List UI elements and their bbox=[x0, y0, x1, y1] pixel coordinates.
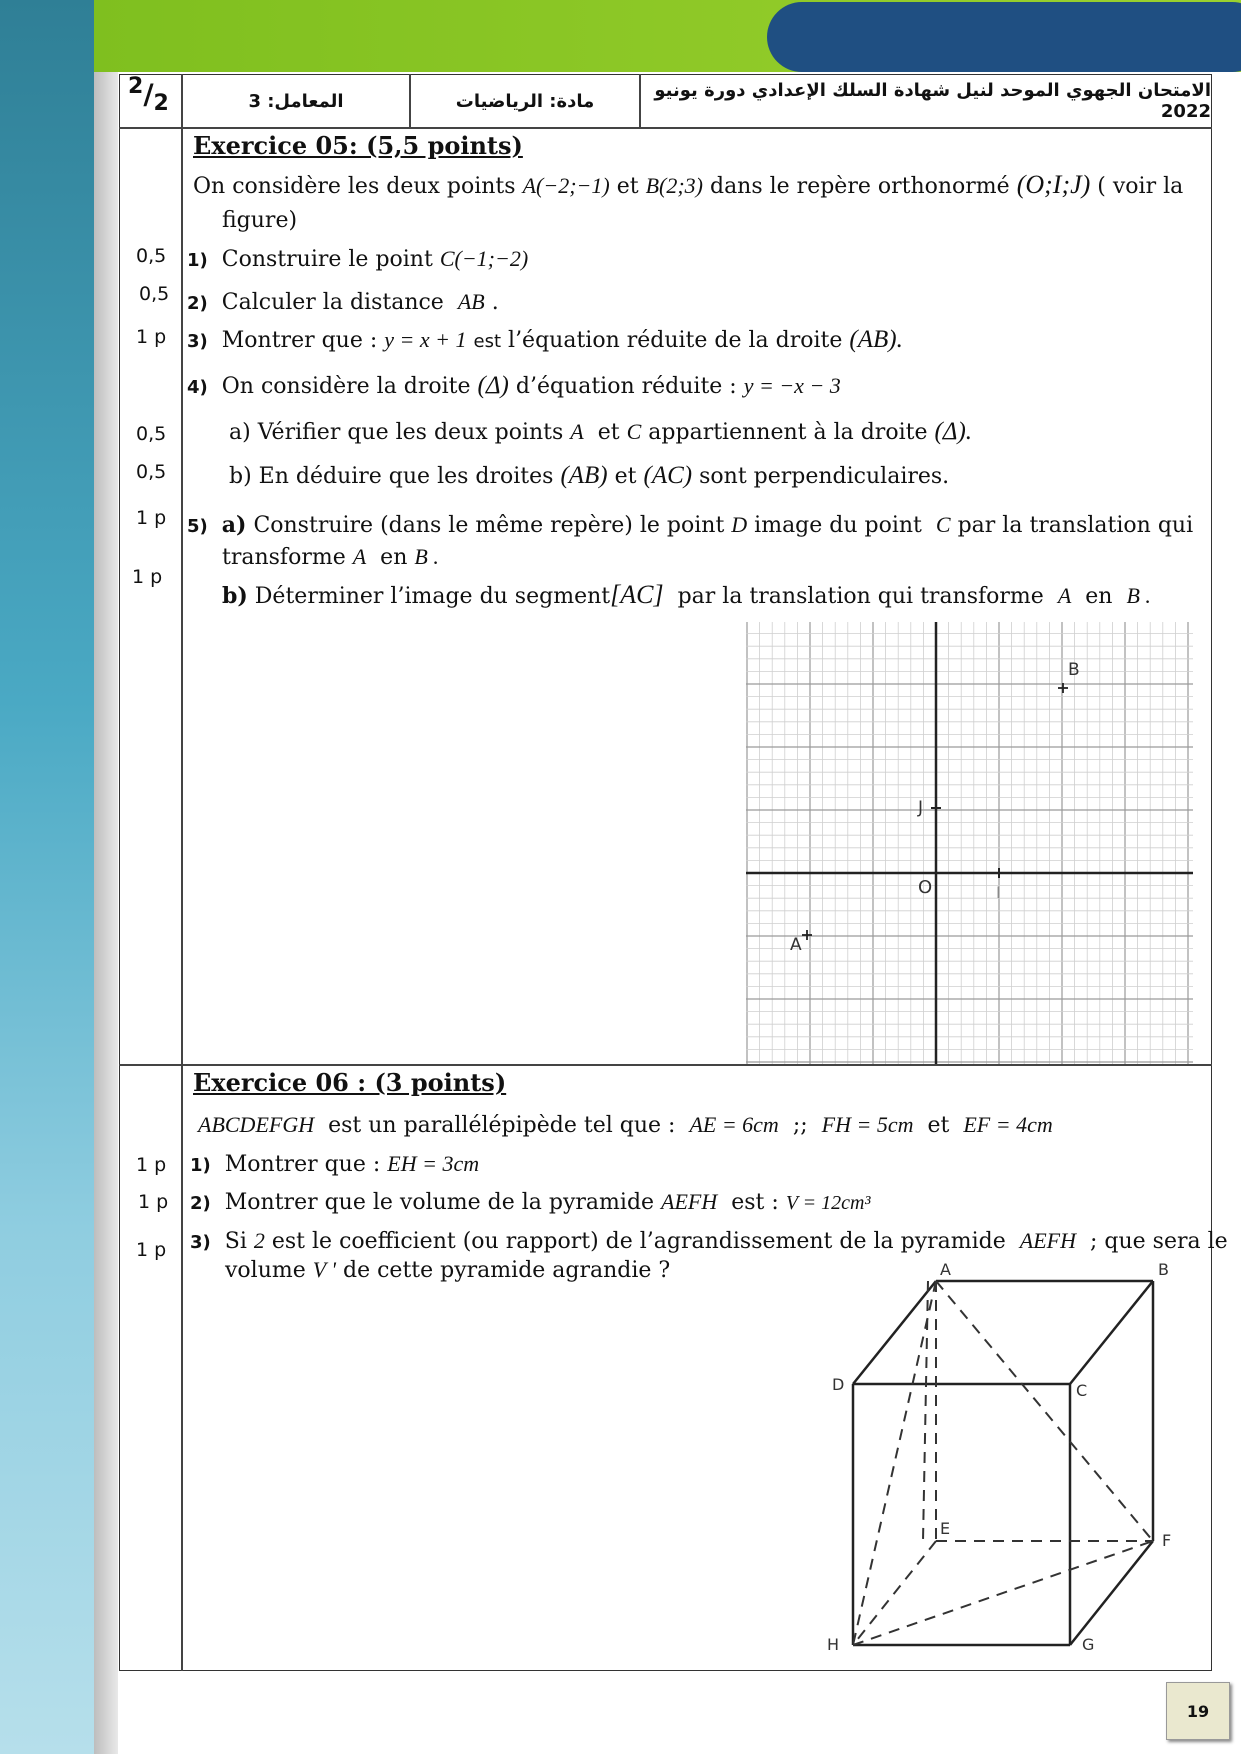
ex6-q3: 3) Si 2 est le coefficient (ou rapport) de l’agrandissement de la pyramide AEFH ; que sera le bbox=[190, 1228, 1228, 1254]
edge-GF bbox=[1070, 1541, 1153, 1645]
points-ex5-q5a: 1 p bbox=[136, 507, 167, 529]
label-J: J bbox=[918, 798, 924, 818]
points-ex5-q2: 0,5 bbox=[139, 283, 170, 305]
ex5-q4a: a) Vérifier que les deux points A et C appartiennent à la droite (Δ). bbox=[229, 418, 973, 445]
label-I: I bbox=[996, 883, 1001, 902]
pyramid-hidden-line bbox=[923, 1281, 928, 1541]
points-ex5-q1: 0,5 bbox=[136, 245, 167, 267]
vertex-B-label: B bbox=[1158, 1260, 1169, 1279]
label-O: O bbox=[918, 877, 933, 898]
points-ex5-q5b: 1 p bbox=[132, 566, 163, 588]
vertex-E-label: E bbox=[940, 1519, 951, 1538]
coefficient-cell: المعامل: 3 bbox=[248, 90, 344, 112]
label-B: B bbox=[1068, 660, 1080, 680]
points-ex6-q3: 1 p bbox=[136, 1239, 167, 1261]
ex5-q2: 2) Calculer la distance AB . bbox=[187, 289, 499, 315]
ex5-q3: 3) Montrer que : y = x + 1 est l’équation réduite de la droite (AB). bbox=[187, 326, 903, 353]
pyramid-edge-HF bbox=[853, 1541, 1153, 1645]
ex5-intro: On considère les deux points A(−2;−1) et B(2;3) dans le repère orthonormé (O;I;J) ( voir la bbox=[193, 170, 1184, 199]
exercise-5-title: Exercice 05: (5,5 points) bbox=[193, 131, 523, 160]
points-ex5-q4b: 0,5 bbox=[136, 461, 167, 483]
points-ex6-q2: 1 p bbox=[138, 1191, 169, 1213]
vertex-C-label: C bbox=[1076, 1381, 1088, 1400]
header-bottom-rule bbox=[119, 127, 1212, 129]
exercise-separator bbox=[119, 1064, 1212, 1066]
ex6-intro: ABCDEFGH est un parallélépipède tel que : AE = 6cm ;; FH = 5cm et EF = 4cm bbox=[198, 1112, 1053, 1138]
edge-AD bbox=[853, 1281, 936, 1384]
vertex-G-label: G bbox=[1082, 1635, 1095, 1654]
page-folio: 19 bbox=[1166, 1682, 1230, 1740]
ex5-q1: 1) Construire le point C(−1;−2) bbox=[187, 246, 529, 272]
ex6-q3-line2: volume V ' de cette pyramide agrandie ? bbox=[225, 1257, 671, 1283]
vertex-D-label: D bbox=[832, 1375, 845, 1394]
parallelepiped-figure bbox=[820, 1258, 1180, 1658]
label-A: A bbox=[790, 935, 802, 955]
exam-title-cell: الامتحان الجهوي الموحد لنيل شهادة السلك الإعدادي دورة يونيو 2022 bbox=[654, 80, 1211, 122]
vertex-A-label: A bbox=[940, 1260, 951, 1279]
page-number: $^2/_2$ bbox=[128, 74, 169, 116]
edge-BC bbox=[1070, 1281, 1153, 1384]
left-decor-shadow bbox=[94, 0, 118, 1754]
ex5-intro-line2: figure) bbox=[222, 208, 298, 233]
ex5-q5b: b) Déterminer l’image du segment[AC] par la translation qui transforme A en B . bbox=[222, 580, 1151, 609]
points-column-divider bbox=[181, 74, 183, 1671]
points-ex5-q3: 1 p bbox=[136, 326, 167, 348]
ex6-q2: 2) Montrer que le volume de la pyramide AEFH est : V = 12cm³ bbox=[190, 1189, 871, 1215]
subject-cell: مادة: الرياضيات bbox=[455, 90, 595, 112]
exercise-6-title: Exercice 06 : (3 points) bbox=[193, 1068, 507, 1097]
ex5-q5a: 5) a) Construire (dans le même repère) le point D image du point C par la translation qui bbox=[187, 512, 1194, 538]
vertex-F-label: F bbox=[1162, 1531, 1172, 1550]
coordinate-grid-figure bbox=[746, 622, 1193, 1064]
top-decor-oval bbox=[767, 2, 1241, 72]
edge-EH bbox=[853, 1541, 936, 1645]
points-ex6-q1: 1 p bbox=[136, 1154, 167, 1176]
ex5-q5a-line2: transforme A en B . bbox=[222, 544, 439, 570]
ex5-q4b: b) En déduire que les droites (AB) et (AC) sont perpendiculaires. bbox=[229, 462, 950, 489]
ex5-q4: 4) On considère la droite (Δ) d’équation réduite : y = −x − 3 bbox=[187, 372, 841, 399]
vertex-H-label: H bbox=[827, 1635, 840, 1654]
ex6-q1: 1) Montrer que : EH = 3cm bbox=[190, 1151, 480, 1177]
left-decor-bar bbox=[0, 0, 94, 1754]
pyramid-edge-AH bbox=[853, 1281, 936, 1645]
points-ex5-q4a: 0,5 bbox=[136, 423, 167, 445]
